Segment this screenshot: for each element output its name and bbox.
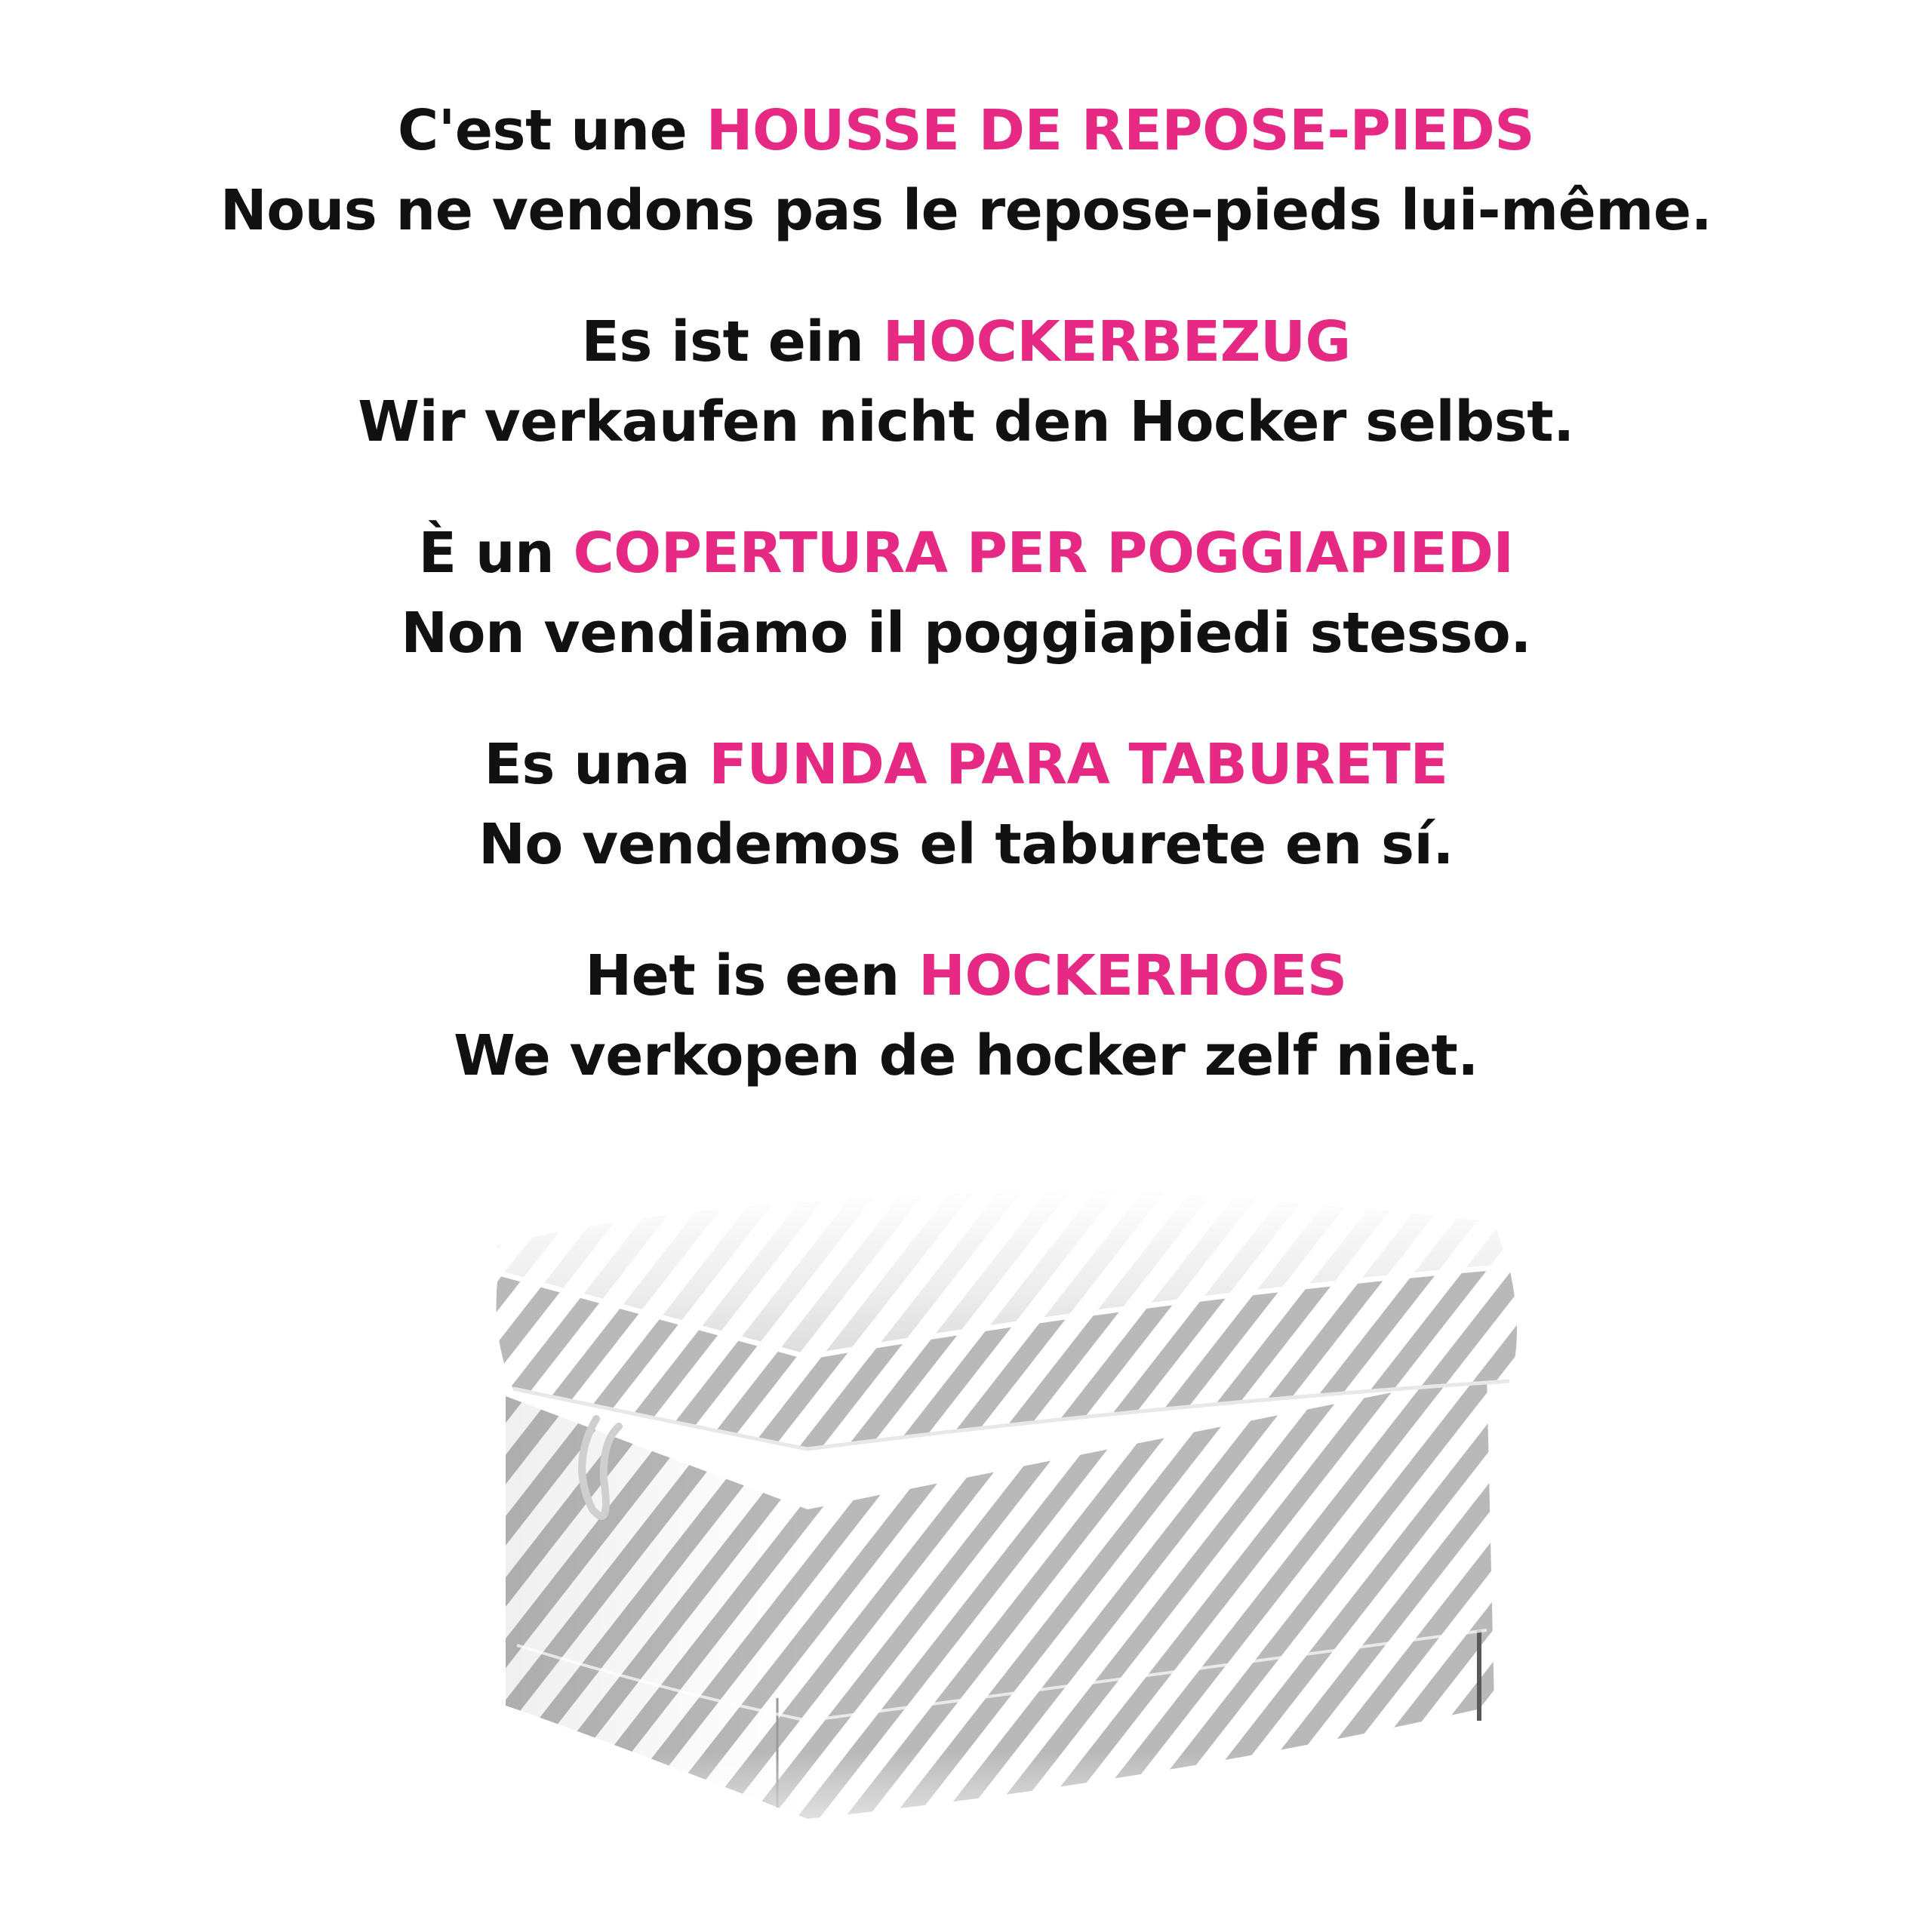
notice-lead: È un [418, 521, 574, 586]
language-notices [0, 91, 1932, 1147]
product-name: COPERTURA PER POGGIAPIEDI [573, 521, 1514, 586]
notice-disclaimer: Nous ne vendons pas le repose-pieds lui-même. [220, 178, 1712, 243]
notice-spanish [0, 725, 1932, 885]
notice-headline [0, 936, 1932, 1016]
notice-lead: Es una [484, 732, 709, 797]
product-name: HOCKERBEZUG [882, 309, 1351, 374]
notice-lead: C'est une [397, 98, 706, 163]
notice-dutch [0, 936, 1932, 1096]
notice-lead: Het is een [585, 943, 919, 1008]
notice-disclaimer: Non vendiamo il poggiapiedi stesso. [401, 601, 1531, 666]
notice-disclaimer: Wir verkaufen nicht den Hocker selbst. [358, 389, 1574, 454]
notice-german [0, 302, 1932, 462]
notice-headline [0, 91, 1932, 171]
notice-italian [0, 513, 1932, 673]
notice-headline [0, 725, 1932, 805]
notice-disclaimer: No vendemos el taburete en sí. [478, 812, 1454, 877]
notice-french [0, 91, 1932, 251]
product-name: FUNDA PARA TABURETE [709, 732, 1448, 797]
notice-disclaimer: We verkopen de hocker zelf niet. [454, 1023, 1478, 1088]
notice-headline [0, 513, 1932, 593]
product-name: HOCKERHOES [918, 943, 1347, 1008]
notice-lead: Es ist ein [581, 309, 883, 374]
product-name: HOUSSE DE REPOSE-PIEDS [706, 98, 1535, 163]
notice-headline [0, 302, 1932, 382]
footstool-cover-illustration [483, 1177, 1540, 1841]
